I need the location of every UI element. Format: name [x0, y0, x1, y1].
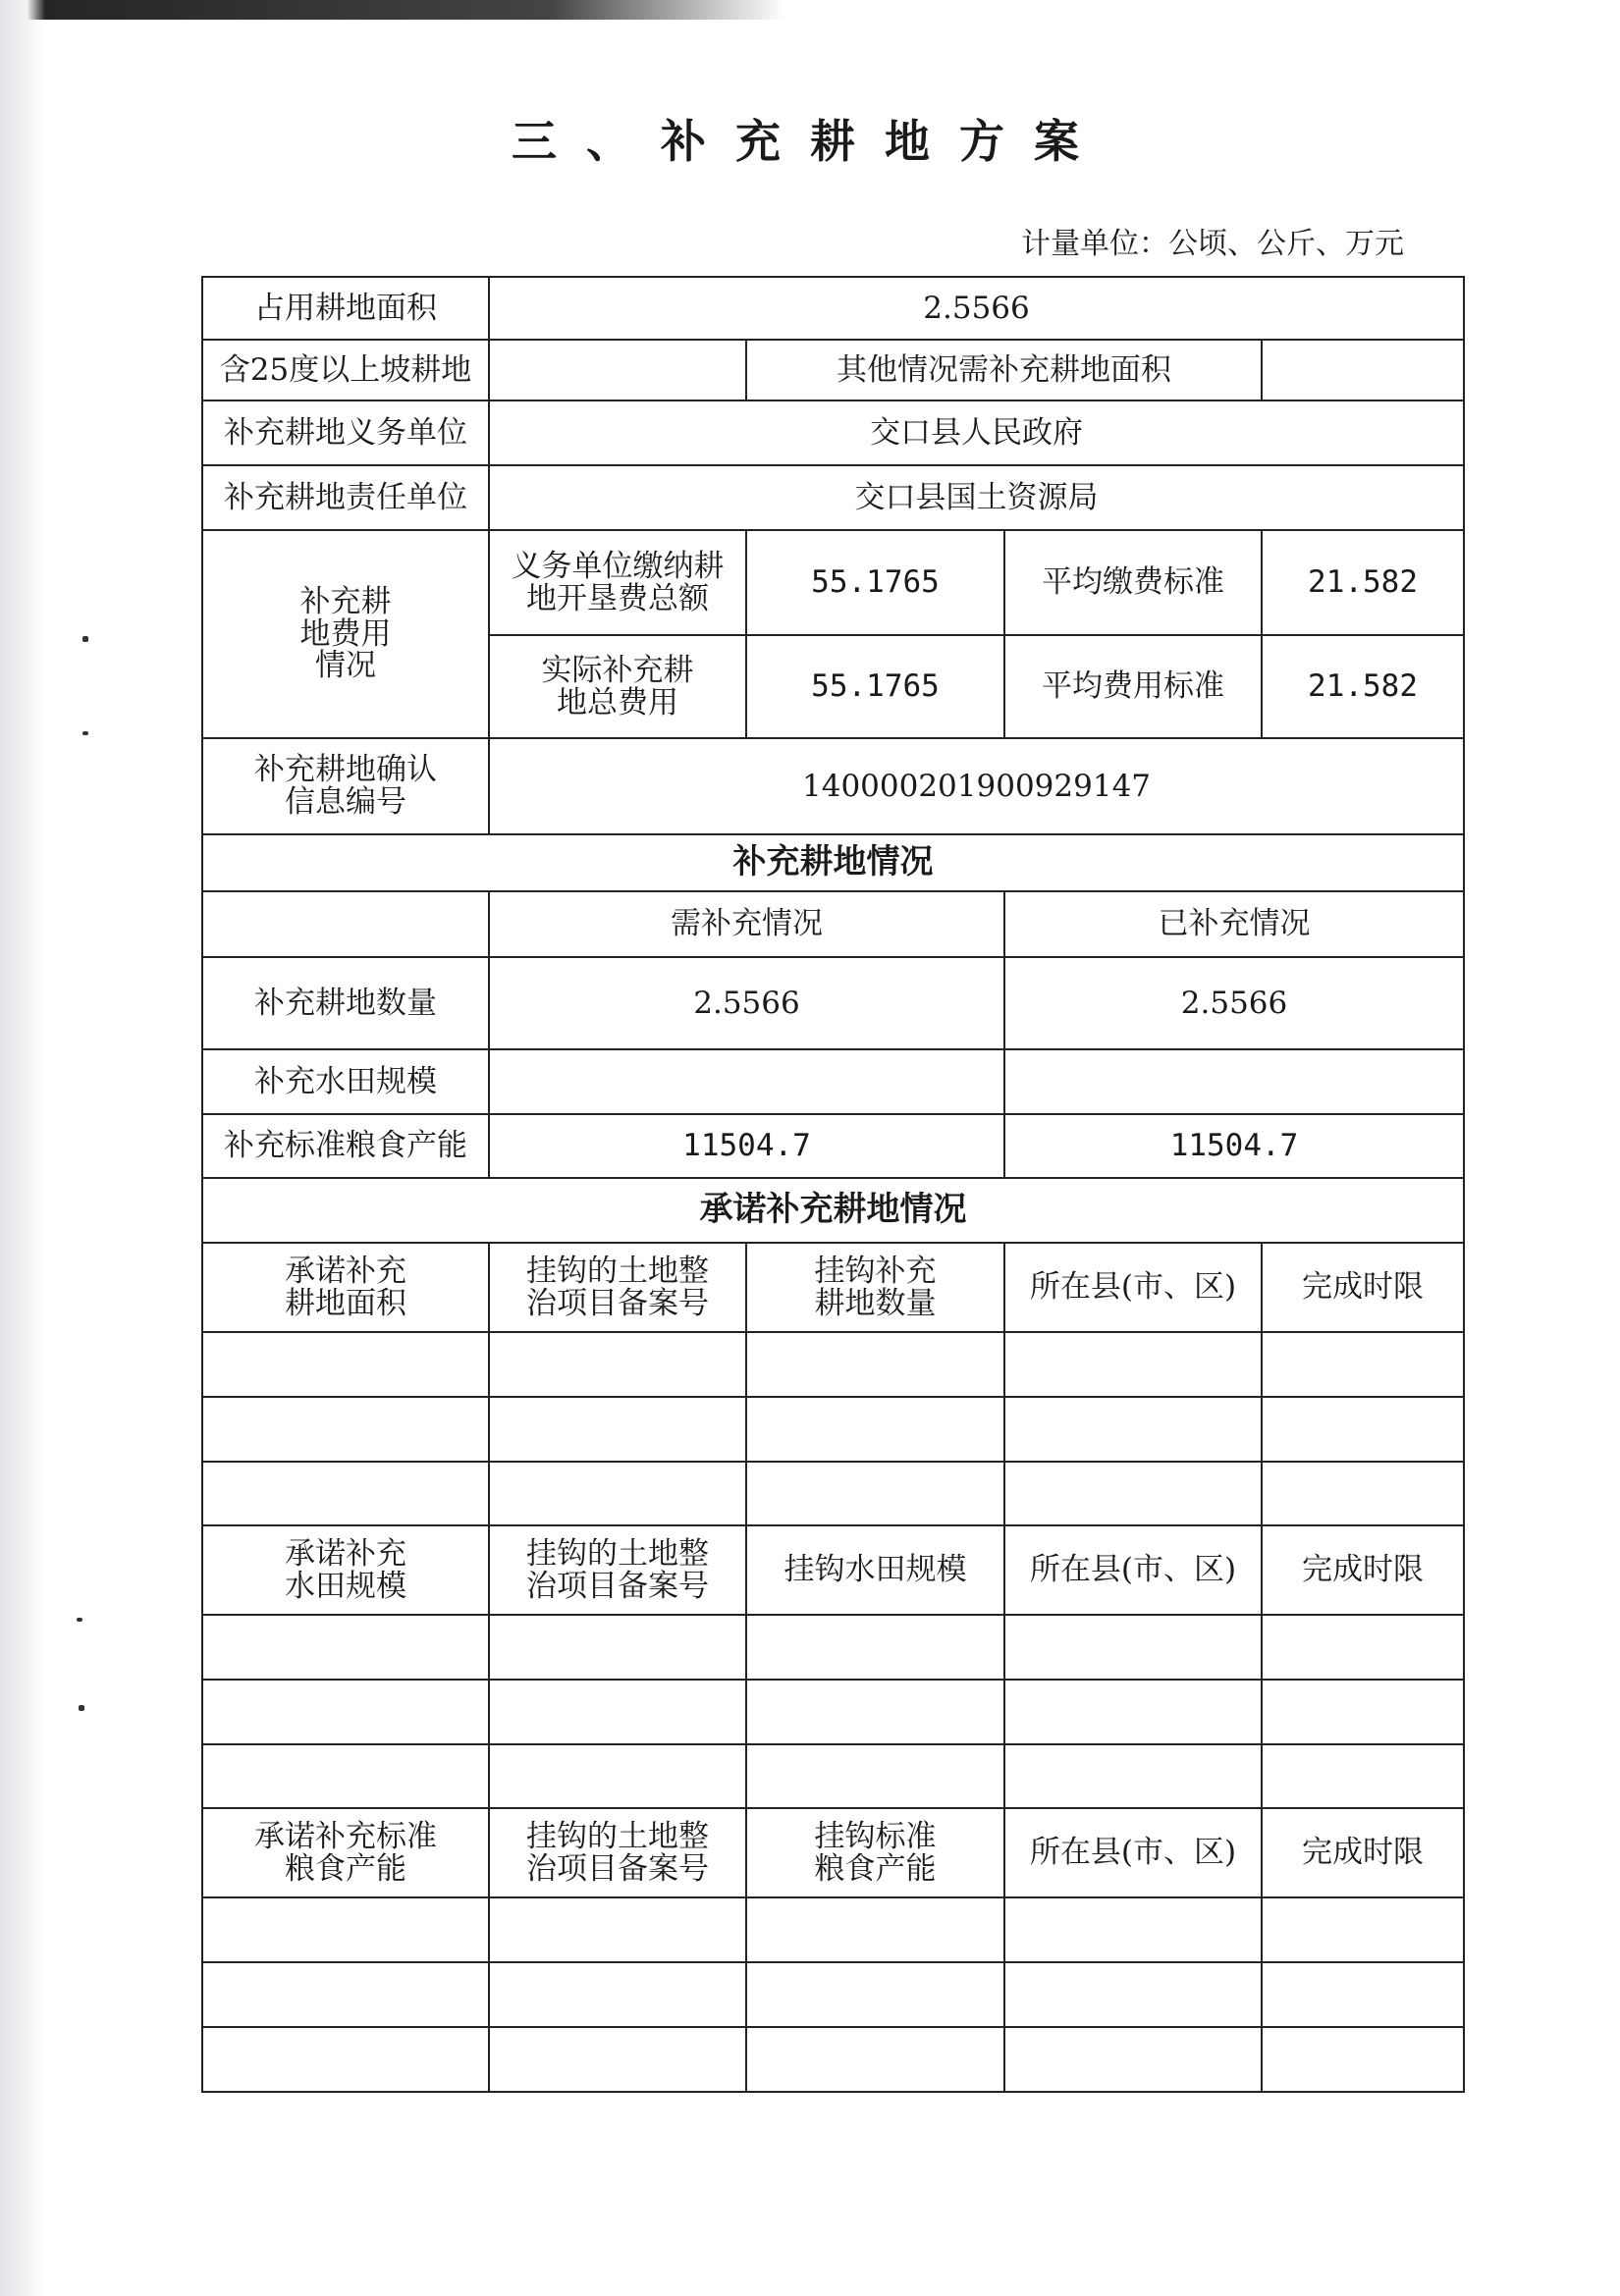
value-obligation-unit: 交口县人民政府 [489, 400, 1464, 465]
value-occupied-area: 2.5566 [489, 277, 1464, 340]
header-linked-grain: 挂钩标准粮食产能 [746, 1808, 1004, 1897]
scan-speck [82, 636, 88, 642]
value-avg-paid: 21.582 [1262, 530, 1464, 635]
value-steep-slope [489, 340, 746, 400]
label-actual-total: 实际补充耕地总费用 [489, 635, 746, 738]
table-row [202, 1397, 1464, 1462]
value-avg-cost: 21.582 [1262, 635, 1464, 738]
label-fee-group: 补充耕地费用情况 [202, 530, 489, 738]
value-supplement-quantity-done: 2.5566 [1004, 957, 1464, 1049]
value-grain-capacity-needed: 11504.7 [489, 1114, 1004, 1178]
header-linked-quantity: 挂钩补充耕地数量 [746, 1243, 1004, 1332]
table-row [202, 1897, 1464, 1962]
label-confirm-id: 补充耕地确认信息编号 [202, 738, 489, 834]
value-responsible-unit: 交口县国土资源局 [489, 465, 1464, 530]
scan-speck [82, 731, 88, 735]
col-done: 已补充情况 [1004, 891, 1464, 957]
header-commit-grain: 承诺补充标准粮食产能 [202, 1808, 489, 1897]
header-commit-paddy: 承诺补充水田规模 [202, 1525, 489, 1615]
header-deadline: 完成时限 [1262, 1243, 1464, 1332]
table-row [202, 1744, 1464, 1808]
value-paddy-scale-done [1004, 1049, 1464, 1114]
value-grain-capacity-done: 11504.7 [1004, 1114, 1464, 1178]
header-deadline: 完成时限 [1262, 1525, 1464, 1615]
header-project-record: 挂钩的土地整治项目备案号 [489, 1525, 746, 1615]
value-paid-total: 55.1765 [746, 530, 1004, 635]
farmland-table [201, 276, 1465, 2093]
label-occupied-area: 占用耕地面积 [202, 277, 489, 340]
scan-edge-left [0, 0, 45, 2296]
label-steep-slope: 含25度以上坡耕地 [202, 340, 489, 400]
table-row [202, 2027, 1464, 2092]
page-title: 三、补充耕地方案 [512, 115, 1108, 168]
table-row [202, 1615, 1464, 1680]
header-commit-area: 承诺补充耕地面积 [202, 1243, 489, 1332]
table-row [202, 1680, 1464, 1744]
header-deadline: 完成时限 [1262, 1808, 1464, 1897]
table-row [202, 1462, 1464, 1525]
label-paid-total: 义务单位缴纳耕地开垦费总额 [489, 530, 746, 635]
label-obligation-unit: 补充耕地义务单位 [202, 400, 489, 465]
table-row [202, 1332, 1464, 1397]
header-linked-paddy: 挂钩水田规模 [746, 1525, 1004, 1615]
label-avg-paid: 平均缴费标准 [1004, 530, 1262, 635]
table-row [202, 1962, 1464, 2027]
value-confirm-id: 140000201900929147 [489, 738, 1464, 834]
scan-speck [79, 1705, 84, 1711]
scan-speck [77, 1618, 82, 1622]
label-responsible-unit: 补充耕地责任单位 [202, 465, 489, 530]
header-county: 所在县(市、区) [1004, 1243, 1262, 1332]
unit-line: 计量单位：公顷、公斤、万元 [1021, 227, 1404, 261]
scan-edge-top [0, 0, 785, 20]
header-county: 所在县(市、区) [1004, 1525, 1262, 1615]
label-paddy-scale: 补充水田规模 [202, 1049, 489, 1114]
section-supplement-heading: 补充耕地情况 [202, 834, 1464, 891]
value-actual-total: 55.1765 [746, 635, 1004, 738]
label-avg-cost: 平均费用标准 [1004, 635, 1262, 738]
label-other-area: 其他情况需补充耕地面积 [746, 340, 1262, 400]
value-supplement-quantity-needed: 2.5566 [489, 957, 1004, 1049]
label-grain-capacity: 补充标准粮食产能 [202, 1114, 489, 1178]
value-other-area [1262, 340, 1464, 400]
value-paddy-scale-needed [489, 1049, 1004, 1114]
col-needed: 需补充情况 [489, 891, 1004, 957]
section-commitment-heading: 承诺补充耕地情况 [202, 1178, 1464, 1243]
blank-cell [202, 891, 489, 957]
label-supplement-quantity: 补充耕地数量 [202, 957, 489, 1049]
header-county: 所在县(市、区) [1004, 1808, 1262, 1897]
header-project-record: 挂钩的土地整治项目备案号 [489, 1243, 746, 1332]
header-project-record: 挂钩的土地整治项目备案号 [489, 1808, 746, 1897]
